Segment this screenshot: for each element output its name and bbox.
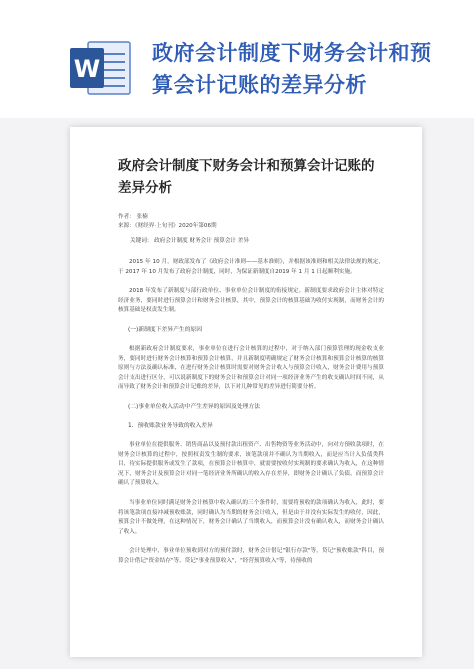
word-logo-letter: W (73, 55, 101, 83)
document-source: 来源：《财经界·上旬刊》2020年第06期 (118, 223, 217, 229)
banner-title (152, 37, 462, 101)
paragraph: 根据新政府会计制度要求，事业单位在进行会计核算的过程中，对于纳入部门预算管理的现金收支业务，要同时进行财务会计核算和预算会计核算，并且新制度明确规定了财务会计核算和预算会计核算的核算原则与方法及确认标准，在进行财务会计核算时需要对财务会计收入与预算会计收入，财务会计费用与预算会计支出进行区分，可以说新制度下的财务会计和预算会计对同一项经济业务产生的收支确认时间不同，从而导致了财务会计和预算会计记账的差异，以下对几种常见的差异进行简要分析。 (118, 345, 384, 391)
document-keywords: 关键词： 政府会计制度 财务会计 预算会计 差异 (130, 238, 249, 244)
document-content (118, 155, 384, 576)
paragraph: 当事业单位同时满足财务会计核算中收入确认的三个条件时，需要将预收的款项确认为收入，此时，要将该笔款项直接冲减预收账款，同时确认为当期的财务会计收入，但是由于并没有实际发生的收付，因此，预算会计不做处理，在这种情况下，财务会计确认了当期收入，而预算会计没有确认收入，而财务会计确认了收入。 (118, 499, 384, 535)
banner-title-line1: 政府会计制度下财务会计和预 (152, 41, 432, 65)
section-heading: (一)新制度下差异产生的原因 (128, 326, 203, 333)
document-author: 作者： 张楠 (118, 214, 148, 220)
word-document-icon (70, 40, 132, 96)
document-page (70, 127, 422, 657)
section-heading: (二)事业单位收入活动中产生差异的原因及处理方法 (128, 403, 261, 410)
paragraph: 2018 年发布了新制度与部行政单位、事业单位会计制度的衔接规定。新制度要求政府会计主体对特定经济业务，要同时进行预算会计和财务会计核算，其中，预算会计的核算基础为收付实现制，而财务会计的核算基础是权责发生制。 (118, 288, 384, 314)
banner-header (0, 0, 474, 118)
document-title: 政府会计制度下财务会计和预算会计记账的差异分析 (118, 158, 375, 196)
paragraph: 事业单位在提供服务、销售商品以及预付款出租资产、出售物资等业务活动中，向对方预收款项时，在财务会计核算的过程中，按照权责发生制的要求，该笔款项并不确认为当期收入，而是应当计入负债类科目，待实际提供服务或发生了款项，在预算会计核算中，就需要按收付实现制的要求确认为收入，在这种情况下，财务会计及预算会计对同一笔经济业务所确认的收入存在差异，即财务会计确认了负债，而预算会计确认了预算收入。 (118, 441, 384, 487)
banner-title-line2: 算会计记账的差异分析 (152, 73, 367, 97)
paragraph: 会计处理中，事业单位预收到对方的预付款时，财务会计借记"银行存款"等，贷记"预收账款"科目，预算会计借记"资金结存"等，贷记"事业预算收入"，"经营预算收入"等，待预收的 (118, 548, 384, 564)
subsection-heading: 1．预收账款业务导致的收入差异 (128, 422, 213, 429)
paragraph: 2015 年 10 月，财政部发布了《政府会计准则——基本准则》，并根据该准则和相关法律法规的规定，于 2017 年 10 月发布了政府会计制度，同时，为保证新制度自2019 年 1 月 1 日起顺利实施。 (118, 259, 384, 275)
